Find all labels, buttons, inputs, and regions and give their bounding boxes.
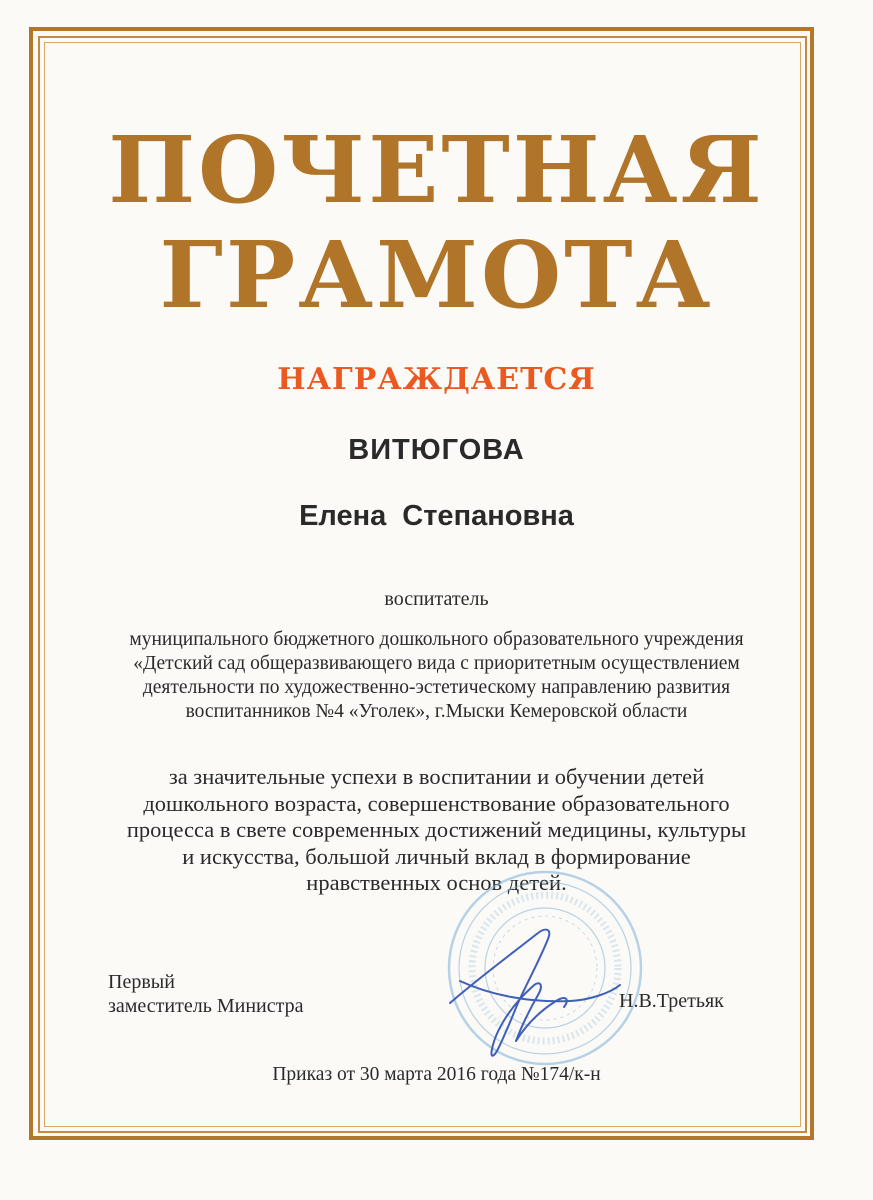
organization-line: муниципального бюджетного дошкольного образовательного учреждения — [129, 629, 744, 650]
signatory-title-line2: заместитель Министра — [108, 995, 304, 1017]
reason-line: дошкольного возраста, совершенствование образовательного — [143, 790, 730, 816]
reason-line: процесса в свете современных достижений медицины, культуры — [126, 817, 747, 842]
organization-block — [0, 628, 873, 724]
award-reason-block — [0, 764, 873, 897]
organization-line: воспитанников №4 «Уголек», г.Мыски Кемеровской области — [185, 701, 688, 722]
reason-line: за значительные успехи в воспитании и обучении детей — [168, 764, 705, 789]
handwritten-signature-icon — [420, 915, 640, 1065]
certificate-title-line2: ГРАМОТА — [159, 221, 714, 329]
certificate-title-line1: ПОЧЕТНАЯ — [108, 116, 765, 224]
reason-line: и искусства, большой личный вклад в формирование — [182, 843, 691, 869]
awarded-label: НАГРАЖДАЕТСЯ — [277, 362, 596, 397]
recipient-given-names: Елена Степановна — [299, 500, 574, 532]
reason-line: нравственных основ детей. — [306, 870, 567, 895]
signatory-name: Н.В.Третьяк — [619, 990, 724, 1012]
recipient-position: воспитатель — [384, 588, 489, 610]
order-reference: Приказ от 30 марта 2016 года №174/к-н — [272, 1064, 601, 1085]
organization-line: деятельности по художественно-эстетическому направлению развития — [142, 677, 731, 698]
signatory-title-line1: Первый — [108, 971, 175, 993]
organization-line: «Детский сад общеразвивающего вида с приоритетным осуществлением — [133, 653, 740, 674]
signatory-title — [108, 970, 303, 1018]
recipient-surname: ВИТЮГОВА — [348, 434, 525, 466]
